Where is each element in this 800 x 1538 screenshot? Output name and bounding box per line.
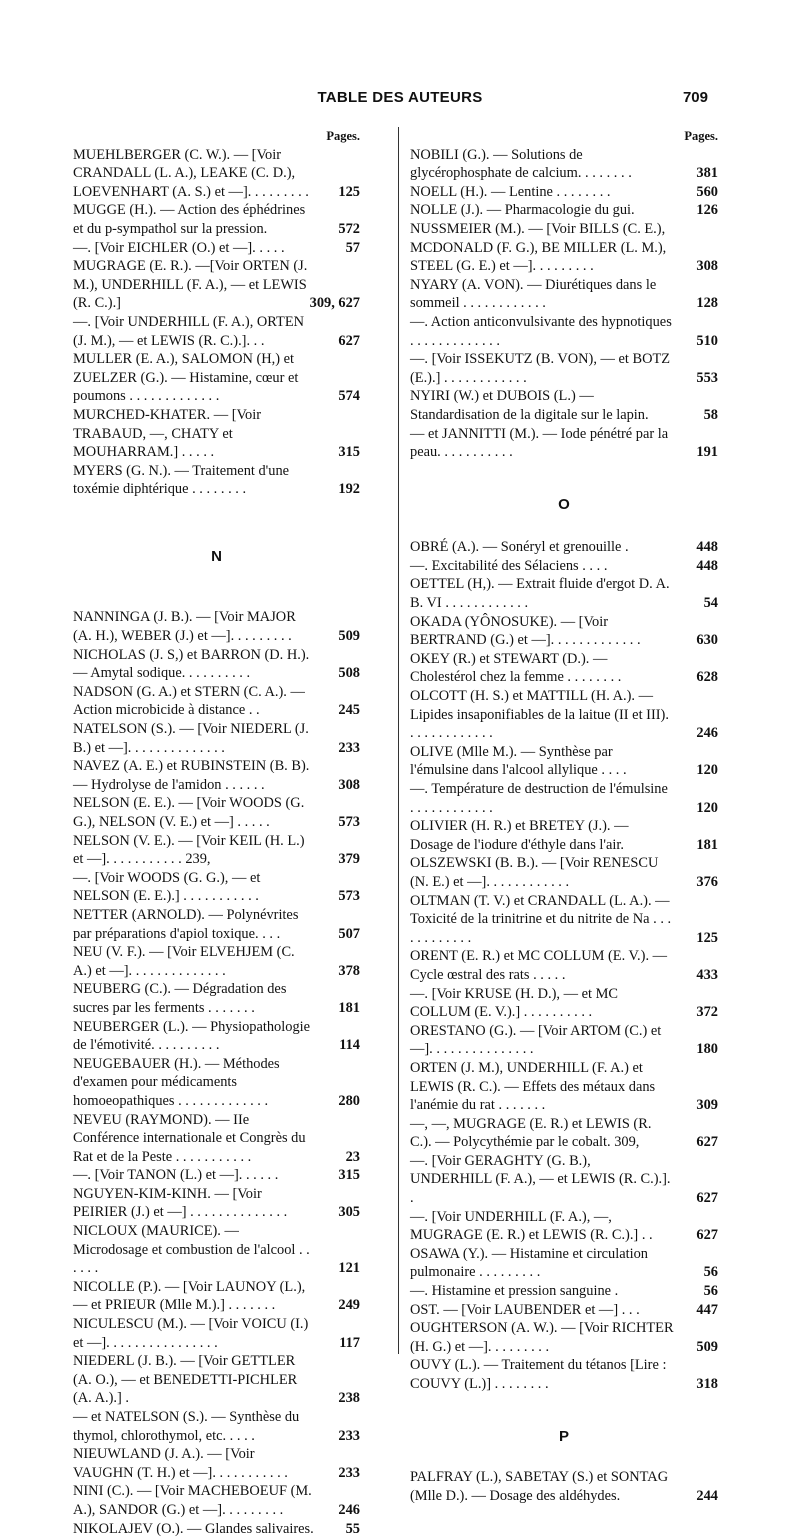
index-entry	[410, 1356, 718, 1393]
entry-page: 309	[696, 1097, 718, 1114]
pages-label-right: Pages.	[684, 129, 718, 143]
index-entry	[73, 683, 360, 720]
index-entry	[73, 869, 360, 906]
entry-page: 507	[338, 925, 360, 942]
entry-text: NUSSMEIER (M.). — [Voir BILLS (C. E.), MCDONALD (F. G.), BE MILLER (L. M.), STEEL (G. E.) et —]. . . . . . . . .	[410, 220, 667, 275]
entry-page: 246	[338, 1501, 360, 1518]
entry-page: 628	[696, 669, 718, 686]
entry-text: NINI (C.). — [Voir MACHEBOEUF (M. A.), SANDOR (G.) et —]. . . . . . . . .	[73, 1483, 312, 1518]
entry-page: 55	[345, 1520, 360, 1537]
entry-text: —. [Voir KRUSE (H. D.), — et MC COLLUM (E. V.).] . . . . . . . . . .	[410, 985, 618, 1021]
entry-page: 448	[696, 539, 718, 556]
entry-text: NICULESCU (M.). — [Voir VOICU (I.) et —]. . . . . . . . . . . . . . . .	[73, 1316, 309, 1351]
entry-page: 191	[696, 444, 718, 461]
index-entry	[73, 201, 360, 238]
index-entry	[410, 985, 718, 1022]
entry-text: —. Action anticonvulsivante des hypnotiques . . . . . . . . . . . . .	[410, 313, 672, 349]
index-entry	[410, 538, 718, 557]
index-entry	[410, 146, 718, 183]
entry-page: 447	[696, 1301, 718, 1318]
entry-text: —. [Voir WOODS (G. G.), — et NELSON (E. E.).] . . . . . . . . . . .	[73, 869, 261, 905]
right-column	[410, 127, 718, 1505]
index-entry	[73, 832, 360, 869]
entry-page: 630	[696, 632, 718, 649]
entry-text: NYIRI (W.) et DUBOIS (L.) — Standardisation de la digitale sur le lapin.	[410, 388, 649, 423]
entry-text: NAVEZ (A. E.) et RUBINSTEIN (B. B). — Hydrolyse de l'amidon . . . . . .	[73, 758, 310, 793]
entry-text: —. [Voir GERAGHTY (G. B.), UNDERHILL (F. A.), — et LEWIS (R. C.).]. .	[410, 1152, 671, 1207]
index-entry	[410, 183, 718, 202]
entry-text: NOBILI (G.). — Solutions de glycérophosphate de calcium. . . . . . . .	[410, 146, 632, 182]
index-entry	[410, 854, 718, 891]
index-entry	[73, 1482, 360, 1519]
index-entry	[410, 650, 718, 687]
page-number: 709	[682, 89, 708, 106]
index-entry	[73, 462, 360, 499]
entry-page: 114	[339, 1037, 360, 1054]
entry-page: 125	[338, 183, 360, 200]
entry-page: 238	[338, 1390, 360, 1407]
entry-text: NICOLLE (P.). — [Voir LAUNOY (L.), — et PRIEUR (Mlle M.).] . . . . . . .	[73, 1278, 306, 1314]
entry-page: 181	[338, 999, 360, 1016]
running-title: TABLE DES AUTEURS	[317, 89, 483, 106]
entry-page: 627	[696, 1227, 718, 1244]
entry-page: 57	[345, 239, 360, 256]
entry-text: NEUBERG (C.). — Dégradation des sucres par les ferments . . . . . . .	[73, 981, 287, 1016]
index-entry	[410, 1245, 718, 1282]
entry-page: 378	[338, 962, 360, 979]
entry-page: 315	[338, 444, 360, 461]
entry-text: OKADA (YÔNOSUKE). — [Voir BERTRAND (G.) et —]. . . . . . . . . . . . .	[410, 613, 641, 649]
entry-list-n-cont	[410, 146, 718, 462]
entry-page: 54	[703, 595, 718, 612]
index-entry	[73, 313, 360, 350]
entry-text: NEVEU (RAYMOND). — IIe Conférence internationale et Congrès du Rat et de la Peste . . . . . . . . . . .	[73, 1111, 306, 1165]
entry-text: MUEHLBERGER (C. W.). — [Voir CRANDALL (L. A.), LEAKE (C. D.), LOEVENHART (A. S.) et —]. . . . . . . . .	[73, 146, 309, 200]
index-entry	[410, 1468, 718, 1505]
index-entry	[410, 743, 718, 780]
entry-page: 192	[338, 481, 360, 498]
index-entry	[410, 1022, 718, 1059]
entry-text: NEU (V. F.). — [Voir ELVEHJEM (C. A.) et —]. . . . . . . . . . . . . .	[73, 944, 295, 979]
entry-page: 315	[338, 1167, 360, 1184]
entry-text: —. Température de destruction de l'émulsine . . . . . . . . . . . .	[410, 781, 668, 816]
entry-page: 574	[338, 388, 360, 405]
index-entry	[73, 757, 360, 794]
entry-text: NATELSON (S.). — [Voir NIEDERL (J. B.) et —]. . . . . . . . . . . . . .	[73, 721, 309, 756]
entry-page: 280	[338, 1092, 360, 1109]
index-entry	[410, 220, 718, 276]
entry-page: 244	[696, 1487, 718, 1504]
entry-page: 553	[696, 369, 718, 386]
entry-page: 125	[696, 929, 718, 946]
entry-text: OKEY (R.) et STEWART (D.). — Cholestérol chez la femme . . . . . . . .	[410, 650, 622, 686]
entry-text: MURCHED-KHATER. — [Voir TRABAUD, —, CHATY et MOUHARRAM.] . . . . .	[73, 406, 262, 461]
index-entry	[410, 892, 718, 948]
index-entry	[410, 1282, 718, 1301]
entry-text: NEUGEBAUER (H.). — Méthodes d'examen pour médicaments homoeopathiques . . . . . . . . . . . . .	[73, 1055, 280, 1109]
entry-text: NETTER (ARNOLD). — Polynévrites par préparations d'apiol toxique. . . .	[73, 906, 299, 942]
index-entry	[73, 1166, 360, 1185]
entry-page: 627	[338, 332, 360, 349]
entry-page: 180	[696, 1041, 718, 1058]
entry-text: —, —, MUGRAGE (E. R.) et LEWIS (R. C.). — Polycythémie par le cobalt. 309,	[410, 1115, 652, 1151]
entry-page: 233	[338, 1464, 360, 1481]
entry-page: 233	[338, 739, 360, 756]
index-entry	[410, 817, 718, 854]
entry-text: OST. — [Voir LAUBENDER et —] . . .	[410, 1301, 640, 1318]
index-entry	[73, 1520, 360, 1538]
pages-label: Pages.	[326, 129, 360, 143]
entry-text: —. [Voir UNDERHILL (F. A.), ORTEN (J. M.), — et LEWIS (R. C.).]. . .	[73, 313, 305, 349]
entry-text: MULLER (E. A.), SALOMON (H,) et ZUELZER (G.). — Histamine, cœur et poumons . . . . . . . . . . . . .	[73, 351, 299, 405]
page-header	[0, 0, 800, 110]
index-entry	[410, 1208, 718, 1245]
entry-text: —. [Voir ISSEKUTZ (B. VON), — et BOTZ (E.).] . . . . . . . . . . . .	[410, 351, 671, 386]
entry-page: 318	[696, 1376, 718, 1392]
entry-page: 309, 627	[309, 295, 360, 312]
entry-page: 233	[338, 1427, 360, 1444]
index-entry	[73, 906, 360, 943]
index-entry	[73, 1055, 360, 1111]
entry-text: OUVY (L.). — Traitement du tétanos [Lire : COUVY (L.)] . . . . . . . .	[410, 1357, 667, 1392]
entry-text: — et NATELSON (S.). — Synthèse du thymol, chlorothymol, etc. . . . .	[73, 1409, 300, 1444]
entry-text: OLIVE (Mlle M.). — Synthèse par l'émulsine dans l'alcool allylique . . . .	[410, 743, 627, 779]
entry-text: NADSON (G. A.) et STERN (C. A.). — Action microbicide à distance . .	[73, 683, 305, 719]
entry-page: 126	[696, 202, 718, 219]
index-entry	[73, 608, 360, 645]
index-entry	[73, 1352, 360, 1408]
index-entry	[410, 947, 718, 984]
index-entry	[73, 1222, 360, 1278]
entry-text: OLSZEWSKI (B. B.). — [Voir RENESCU (N. E.) et —]. . . . . . . . . . . .	[410, 855, 659, 890]
entry-page: 372	[696, 1004, 718, 1021]
entry-page: 508	[338, 665, 360, 682]
entry-page: 308	[338, 776, 360, 793]
entry-text: —. Excitabilité des Sélaciens . . . .	[410, 557, 608, 574]
index-entry	[410, 613, 718, 650]
entry-text: MUGGE (H.). — Action des éphédrines et du p-sympathol sur la pression.	[73, 202, 306, 237]
entry-page: 573	[338, 814, 360, 830]
entry-text: NOELL (H.). — Lentine . . . . . . . .	[410, 183, 611, 200]
index-entry	[73, 1018, 360, 1055]
entry-page: 23	[345, 1148, 360, 1165]
entry-page: 120	[696, 799, 718, 816]
entry-text: OLCOTT (H. S.) et MATTILL (H. A.). — Lipides insaponifiables de la laitue (II et III). . . . . . . . . . . . .	[410, 688, 669, 742]
entry-page: 381	[696, 165, 718, 182]
entry-page: 128	[696, 295, 718, 312]
index-entry	[73, 980, 360, 1017]
entry-text: NIEUWLAND (J. A.). — [Voir VAUGHN (T. H.) et —]. . . . . . . . . . .	[73, 1446, 288, 1481]
entry-text: MUGRAGE (E. R.). —[Voir ORTEN (J. M.), UNDERHILL (F. A.), — et LEWIS (R. C.).]	[73, 258, 308, 312]
entry-text: NELSON (E. E.). — [Voir WOODS (G. G.), NELSON (V. E.) et —] . . . . .	[73, 795, 305, 830]
index-entry	[73, 646, 360, 683]
index-entry	[73, 257, 360, 313]
entry-page: 58	[703, 406, 718, 423]
entry-page: 379	[338, 851, 360, 868]
index-entry	[410, 276, 718, 313]
entry-page: 246	[696, 725, 718, 742]
index-entry	[73, 720, 360, 757]
index-entry	[410, 425, 718, 462]
entry-text: OSAWA (Y.). — Histamine et circulation pulmonaire . . . . . . . . .	[410, 1245, 648, 1281]
entry-list-m	[73, 146, 360, 499]
entry-text: NICHOLAS (J. S,) et BARRON (D. H.). — Amytal sodique. . . . . . . . . .	[73, 646, 310, 682]
section-letter-o: O	[558, 495, 570, 513]
entry-text: OBRÉ (A.). — Sonéryl et grenouille .	[410, 539, 629, 556]
index-entry	[410, 387, 718, 424]
entry-text: —. [Voir TANON (L.) et —]. . . . . .	[73, 1167, 279, 1184]
entry-text: NGUYEN-KIM-KINH. — [Voir PEIRIER (J.) et —] . . . . . . . . . . . . . .	[73, 1185, 288, 1221]
entry-text: —. [Voir UNDERHILL (F. A.), —, MUGRAGE (E. R.) et LEWIS (R. C.).] . .	[410, 1208, 653, 1244]
entry-page: 376	[696, 873, 718, 890]
index-entry	[73, 350, 360, 406]
entry-page: 433	[696, 966, 718, 983]
entry-text: NICLOUX (MAURICE). — Microdosage et combustion de l'alcool . . . . . .	[73, 1223, 310, 1277]
index-entry	[73, 794, 360, 831]
entry-text: ORTEN (J. M.), UNDERHILL (F. A.) et LEWIS (R. C.). — Effets des métaux dans l'anémie du rat . . . . . . .	[410, 1059, 656, 1114]
entry-page: 305	[338, 1204, 360, 1221]
entry-page: 308	[696, 258, 718, 275]
entry-page: 249	[338, 1297, 360, 1314]
index-entry	[73, 239, 360, 258]
entry-text: OLTMAN (T. V.) et CRANDALL (L. A.). — Toxicité de la trinitrine et du nitrite de Na . . . . . . . . . . . .	[410, 892, 672, 946]
entry-text: — et JANNITTI (M.). — Iode pénétré par la peau. . . . . . . . . . .	[410, 425, 669, 461]
entry-page: 56	[703, 1264, 718, 1281]
index-entry	[410, 575, 718, 612]
column-divider	[398, 127, 399, 1354]
entry-text: —. Histamine et pression sanguine .	[410, 1283, 619, 1300]
entry-page: 509	[338, 628, 360, 645]
entry-list-p	[410, 1468, 718, 1505]
index-entry	[73, 1111, 360, 1167]
index-entry	[410, 1152, 718, 1208]
entry-page: 448	[696, 557, 718, 574]
index-entry	[73, 146, 360, 202]
index-entry	[410, 687, 718, 743]
section-letter-p: P	[558, 1427, 569, 1445]
index-entry	[410, 780, 718, 817]
entry-page: 560	[696, 183, 718, 200]
index-entry	[73, 1278, 360, 1315]
index-entry	[73, 1408, 360, 1445]
entry-page: 117	[339, 1334, 360, 1351]
entry-text: NIEDERL (J. B.). — [Voir GETTLER (A. O.), — et BENEDETTI-PICHLER (A. A.).] .	[73, 1353, 298, 1407]
entry-text: PALFRAY (L.), SABETAY (S.) et SONTAG (Mlle D.). — Dosage des aldéhydes.	[410, 1469, 669, 1504]
index-entry	[410, 313, 718, 350]
entry-text: OUGHTERSON (A. W.). — [Voir RICHTER (H. G.) et —]. . . . . . . . .	[410, 1320, 674, 1355]
index-entry	[73, 1185, 360, 1222]
entry-page: 121	[338, 1260, 360, 1277]
index-entry	[73, 1315, 360, 1352]
index-entry	[73, 943, 360, 980]
entry-page: 627	[696, 1190, 718, 1207]
index-entry	[410, 1115, 718, 1152]
entry-text: MYERS (G. N.). — Traitement d'une toxémie diphtérique . . . . . . . .	[73, 462, 290, 498]
entry-page: 573	[338, 888, 360, 905]
section-letter-n: N	[211, 547, 222, 565]
entry-text: ORENT (E. R.) et MC COLLUM (E. V.). — Cycle œstral des rats . . . . .	[410, 948, 668, 983]
entry-text: OETTEL (H,). — Extrait fluide d'ergot D. A. B. VI . . . . . . . . . . . .	[410, 576, 670, 612]
entry-text: ORESTANO (G.). — [Voir ARTOM (C.) et —]. . . . . . . . . . . . . . .	[410, 1022, 662, 1058]
index-entry	[410, 201, 718, 220]
index-entry	[73, 1445, 360, 1482]
left-column	[73, 127, 360, 1538]
index-entry	[410, 1059, 718, 1115]
entry-page: 627	[696, 1134, 718, 1151]
entry-text: NEUBERGER (L.). — Physiopathologie de l'émotivité. . . . . . . . . .	[73, 1018, 311, 1054]
entry-text: NOLLE (J.). — Pharmacologie du gui.	[410, 202, 635, 219]
entry-page: 509	[696, 1338, 718, 1355]
entry-page: 510	[696, 332, 718, 349]
entry-page: 181	[696, 836, 718, 853]
index-entry	[73, 406, 360, 462]
index-entry	[410, 1301, 718, 1320]
entry-list-n	[73, 608, 360, 1538]
entry-page: 120	[696, 762, 718, 779]
entry-text: NELSON (V. E.). — [Voir KEIL (H. L.) et —]. . . . . . . . . . . 239,	[73, 832, 305, 868]
entry-text: OLIVIER (H. R.) et BRETEY (J.). — Dosage de l'iodure d'éthyle dans l'air.	[410, 818, 629, 853]
index-entry	[410, 1319, 718, 1356]
entry-page: 56	[703, 1283, 718, 1300]
index-entry	[410, 557, 718, 576]
entry-list-o	[410, 538, 718, 1393]
index-entry	[410, 350, 718, 387]
entry-text: NYARY (A. VON). — Diurétiques dans le sommeil . . . . . . . . . . . .	[410, 276, 657, 312]
entry-text: NANNINGA (J. B.). — [Voir MAJOR (A. H.), WEBER (J.) et —]. . . . . . . . .	[73, 609, 296, 645]
entry-page: 245	[338, 702, 360, 719]
entry-text: —. [Voir EICHLER (O.) et —]. . . . .	[73, 239, 285, 256]
entry-text: NIKOLAJEV (O.). — Glandes salivaires.	[73, 1520, 314, 1537]
entry-page: 572	[338, 220, 360, 237]
